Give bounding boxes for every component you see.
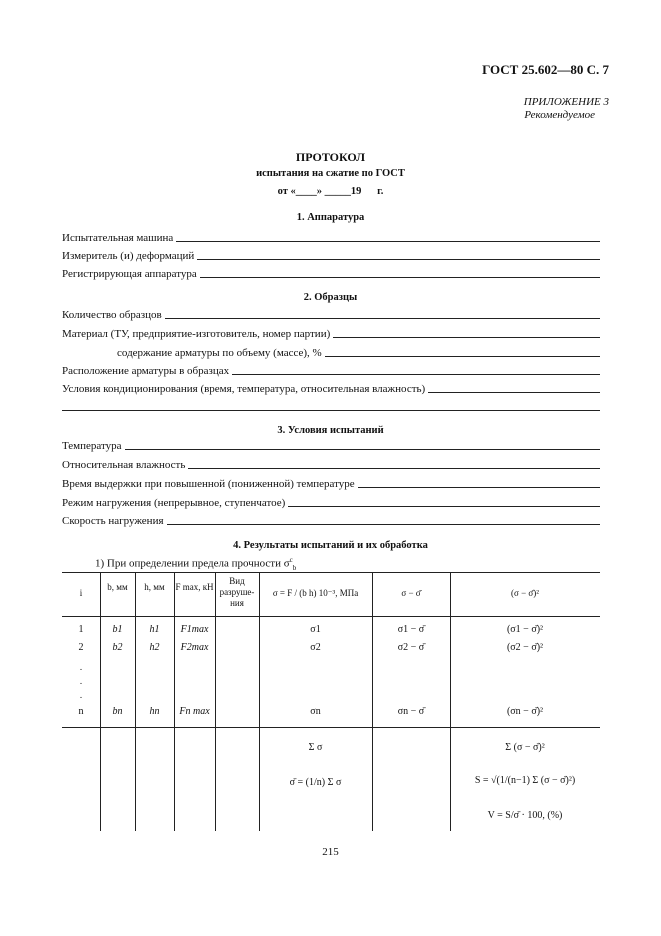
field-deformation-meter[interactable] <box>62 247 600 262</box>
protocol-subtitle: испытания на сжатие по ГОСТ <box>256 168 405 179</box>
table-row-cell: σ1 <box>310 624 321 635</box>
table-row-cell: σ2 − σ̄ <box>397 642 425 653</box>
col-divider <box>100 572 101 831</box>
table-row-cell: σn − σ̄ <box>397 706 425 717</box>
table-row-cell: 1 <box>78 624 84 635</box>
field-label: содержание арматуры по объему (массе), % <box>117 347 322 359</box>
table-header-rule <box>62 616 600 617</box>
protocol-title: ПРОТОКОЛ <box>295 150 366 164</box>
col-divider <box>450 572 451 831</box>
fill-line <box>167 523 600 525</box>
protocol-date: от «____» _____19 г. <box>277 186 384 197</box>
section2-title: 2. Образцы <box>303 292 358 303</box>
field-conditioning[interactable] <box>62 380 600 395</box>
header-i: i <box>79 588 83 598</box>
table-row-cell: h1 <box>149 624 160 635</box>
header-deviation: σ − σ̄ <box>401 588 421 598</box>
table-row-cell: bn <box>112 706 123 717</box>
table-row-cell: n <box>78 706 84 717</box>
field-holding-time[interactable] <box>62 475 600 490</box>
blank-line[interactable] <box>62 410 600 411</box>
section1-title: 1. Аппаратура <box>296 212 365 223</box>
fill-line <box>125 448 600 450</box>
fill-line <box>333 336 600 338</box>
table-row-cell: σ2 <box>310 642 321 653</box>
appendix-label <box>524 96 609 122</box>
field-loading-rate[interactable] <box>62 512 600 527</box>
field-temperature[interactable] <box>62 437 600 452</box>
table-row-cell: Fn max <box>179 706 210 717</box>
field-label: Относительная влажность <box>62 459 186 471</box>
fill-line <box>197 258 600 260</box>
field-label: Материал (ТУ, предприятие-изготовитель, номер партии) <box>62 328 331 340</box>
fill-line <box>288 505 600 507</box>
table-row-cell: hn <box>149 706 160 717</box>
fill-line <box>232 373 600 375</box>
col-divider <box>372 572 373 831</box>
table-row-cell: (σ2 − σ̄)² <box>506 642 544 653</box>
field-label: Расположение арматуры в образцах <box>62 365 230 377</box>
page-number: 215 <box>322 846 339 858</box>
field-label: Регистрирующая аппаратура <box>62 268 197 280</box>
field-material[interactable] <box>62 325 600 340</box>
col-divider <box>135 572 136 831</box>
appendix-number: ПРИЛОЖЕНИЕ 3 <box>523 96 609 108</box>
table-row-cell: F1max <box>180 624 209 635</box>
ellipsis-dot: . <box>79 690 83 700</box>
appendix-status: Рекомендуемое <box>524 109 595 121</box>
std-deviation-formula: S = √(1/(n−1) Σ (σ − σ̄)²) <box>474 775 576 786</box>
fill-line <box>200 276 600 278</box>
field-label: Количество образцов <box>62 309 162 321</box>
table-row-cell: σ1 − σ̄ <box>397 624 425 635</box>
section3-title: 3. Условия испытаний <box>277 425 384 436</box>
field-label: Условия кондиционирования (время, температура, относительная влажность) <box>62 383 426 395</box>
field-test-machine[interactable] <box>62 229 600 244</box>
field-recording-equipment[interactable] <box>62 265 600 280</box>
fill-line <box>165 317 600 319</box>
table-row-cell: (σ1 − σ̄)² <box>506 624 544 635</box>
header-force: F max, кН <box>175 582 214 592</box>
field-label: Режим нагружения (непрерывное, ступенчатое) <box>62 497 286 509</box>
results-intro: 1) При определении предела прочности $\sigma^c_b$ <box>95 556 297 572</box>
field-label: Время выдержки при повышенной (пониженной) температуре <box>62 478 355 490</box>
table-row-cell: 2 <box>78 642 84 653</box>
header-deviation-squared: (σ − σ̄)² <box>511 588 539 598</box>
header-b: b, мм <box>107 582 128 592</box>
field-reinforcement-layout[interactable] <box>62 362 600 377</box>
field-humidity[interactable] <box>62 456 600 471</box>
ellipsis-dot: . <box>79 662 83 672</box>
table-row-cell: σn <box>310 706 321 717</box>
col-divider <box>259 572 260 831</box>
variation-coefficient-formula: V = S/σ̄ · 100, (%) <box>487 810 563 821</box>
fill-line <box>428 391 600 393</box>
fill-line <box>188 467 600 469</box>
field-label: Температура <box>62 440 122 452</box>
field-label: Испытательная машина <box>62 232 174 244</box>
table-row-cell: (σn − σ̄)² <box>506 706 544 717</box>
section4-title: 4. Результаты испытаний и их обработка <box>233 540 428 551</box>
results-table <box>62 572 600 831</box>
ellipsis-dot: . <box>79 676 83 686</box>
sum-sigma-formula: Σ σ <box>308 742 323 753</box>
field-label: Скорость нагружения <box>62 515 164 527</box>
header-stress: σ = F / (b h) 10⁻³, МПа <box>272 588 359 598</box>
intro-text: 1) При определении предела прочности σ <box>95 557 290 570</box>
field-loading-mode[interactable] <box>62 494 600 509</box>
table-summary-rule <box>62 727 600 728</box>
table-row-cell: F2max <box>180 642 209 653</box>
fill-line <box>176 240 600 242</box>
table-row-cell: h2 <box>149 642 160 653</box>
mean-formula: σ̄ = (1/n) Σ σ <box>289 777 342 788</box>
field-label: Измеритель (и) деформаций <box>62 250 195 262</box>
table-row-cell: b1 <box>112 624 123 635</box>
fill-line <box>325 355 600 357</box>
sum-squares-formula: Σ (σ − σ̄)² <box>505 742 545 753</box>
header-failure-type: Вид разруше-ния <box>219 576 255 608</box>
field-sample-count[interactable] <box>62 306 600 321</box>
fill-line <box>358 486 600 488</box>
gost-page-header: ГОСТ 25.602—80 С. 7 <box>482 62 609 77</box>
col-divider <box>174 572 175 831</box>
table-row-cell: b2 <box>112 642 123 653</box>
header-h: h, мм <box>144 582 165 592</box>
field-reinforcement-content[interactable] <box>117 344 600 359</box>
col-divider <box>215 572 216 831</box>
table-border-top <box>62 572 600 573</box>
